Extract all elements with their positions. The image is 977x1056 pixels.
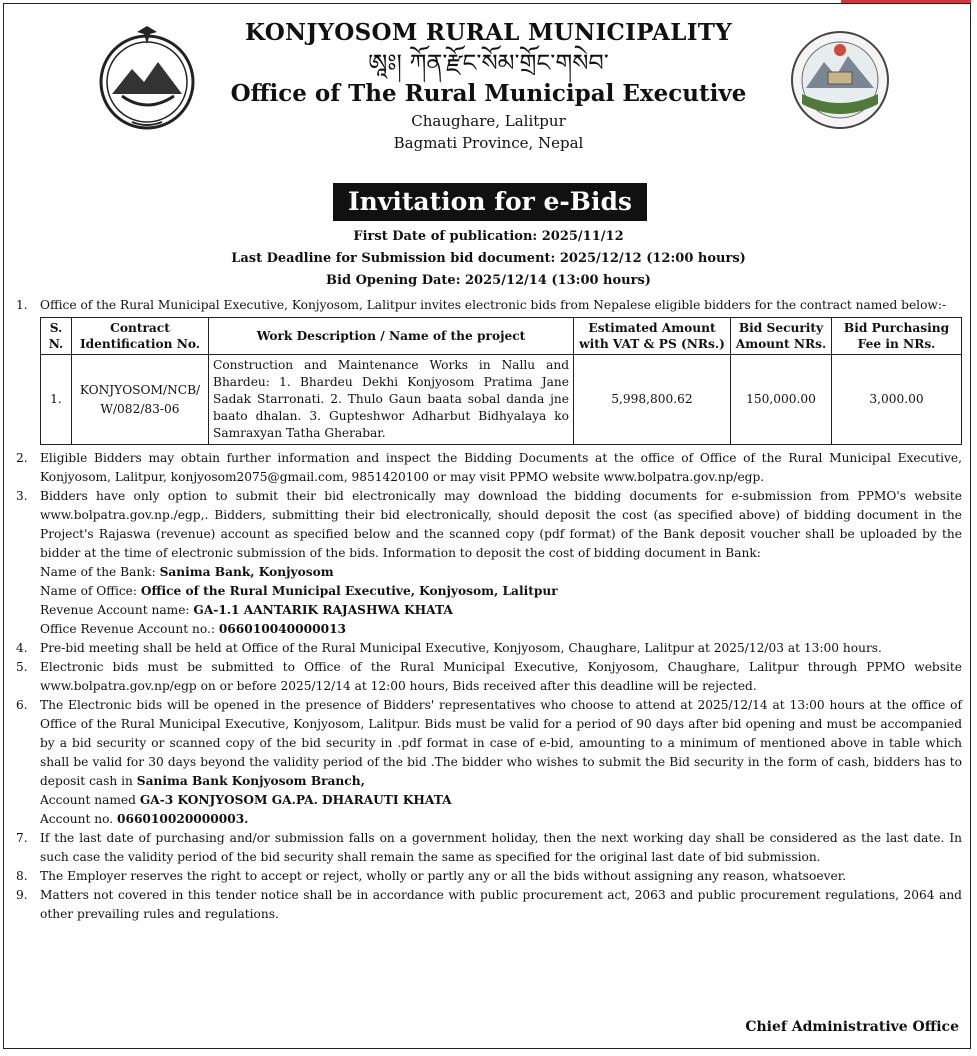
col-work-description: Work Description / Name of the project	[209, 318, 574, 355]
col-bid-security: Bid Security Amount NRs.	[731, 318, 832, 355]
col-sn: S. N.	[41, 318, 72, 355]
org-name-script: ཨཱཿ། ཀོན་རྫོང་སོམ་གྲོང་གསེབ་	[368, 49, 609, 77]
cell-work-description: Construction and Maintenance Works in Nallu and Bhardeu: 1. Bhardeu Dekhi Konjyosom Pratima Jane Sadak Starronati. 2. Thulo Gaun baata sobal danda jne baato dhalan. 3. Gupteshwor Adharbut Bidhyalaya ko Samraxyan Tatha Gherabar.	[209, 355, 574, 445]
clause-1: 1. Office of the Rural Municipal Executive, Konjyosom, Lalitpur invites electronic bids from Nepalese eligible bidders for the contract named below:-	[16, 298, 947, 312]
office-name-line: Name of Office: Office of the Rural Municipal Executive, Konjyosom, Lalitpur	[40, 584, 558, 598]
table-row	[41, 355, 962, 445]
top-red-line	[841, 0, 971, 3]
clause-3: 3. Bidders have only option to submit their bid electronically may download the bidding documents for e-submission from PPMO's website www.bolpatra.gov.np./egp,. Bidders, submitting their bid electronically, should deposit the cost (as specified above) of bidding document in the Project's Rajaswa (revenue) account as specified below and the scanned copy (pdf format) of the Bank deposit voucher shall be uploaded by the bidder at the time of electronic submission of the bids. Information to deposit the cost of bidding document in Bank:	[16, 489, 962, 560]
clause-8: 8. The Employer reserves the right to accept or reject, wholly or partly any or all the bids without assigning any reason, whatsoever.	[16, 869, 847, 883]
deposit-account-no-line: Account no. 066010020000003.	[40, 812, 249, 826]
notice-body	[16, 296, 962, 924]
deposit-account-name-line: Account named GA-3 KONJYOSOM GA.PA. DHARAUTI KHATA	[40, 793, 452, 807]
bank-name-line: Name of the Bank: Sanima Bank, Konjyosom	[40, 565, 334, 579]
revenue-account-no-line: Office Revenue Account no.: 066010040000013	[40, 622, 347, 636]
first-publication-date: First Date of publication: 2025/11/12	[353, 229, 624, 244]
clause-9: 9. Matters not covered in this tender notice shall be in accordance with public procurement act, 2063 and public procurement regulations, 2064 and other prevailing rules and regulations.	[16, 888, 962, 921]
col-contract-id: Contract Identification No.	[72, 318, 209, 355]
cell-sn: 1.	[41, 355, 72, 445]
submission-deadline: Last Deadline for Submission bid document: 2025/12/12 (12:00 hours)	[231, 251, 746, 266]
org-name: KONJYOSOM RURAL MUNICIPALITY	[245, 19, 732, 46]
clause-4: 4. Pre-bid meeting shall be held at Office of the Rural Municipal Executive, Konjyosom, Chaughare, Lalitpur at 2025/12/03 at 13:00 hours.	[16, 641, 882, 655]
clause-5: 5. Electronic bids must be submitted to Office of the Rural Municipal Executive, Konjyosom, Chaughare, Lalitpur through PPMO website www.bolpatra.gov.np/egp on or before 2025/12/14 at 12:00 hours, Bids received after this deadline will be rejected.	[16, 660, 962, 693]
col-purchasing-fee: Bid Purchasing Fee in NRs.	[832, 318, 962, 355]
key-dates	[0, 226, 977, 292]
revenue-account-name-line: Revenue Account name: GA-1.1 AANTARIK RAJASHWA KHATA	[40, 603, 453, 617]
cell-contract-id: KONJYOSOM/NCB/ W/082/83-06	[72, 355, 209, 445]
contract-table	[40, 317, 962, 445]
cell-estimated-amount: 5,998,800.62	[574, 355, 731, 445]
clause-6: 6. The Electronic bids will be opened in the presence of Bidders' representatives who choose to attend at 2025/12/14 at 13:00 hours at the office of Office of the Rural Municipal Executive, Konjyosom, Lalitpur. Bids must be valid for a period of 90 days after bid opening and must be accompanied by a bid security or scanned copy of the bid security in .pdf format in case of e-bid, amounting to a minimum of mentioned above in table which shall be valid for 30 days beyond the validity period of the bid .The bidder who wishes to submit the Bid security in the form of cash, bidders has to deposit cash in Sanima Bank Konjyosom Branch,	[16, 698, 962, 788]
table-header-row	[41, 318, 962, 355]
clause-7: 7. If the last date of purchasing and/or submission falls on a government holiday, then the next working day shall be considered as the last date. In such case the validity period of the bid security shall remain the same as specified for the original last date of bid submission.	[16, 831, 962, 864]
office-name: Office of The Rural Municipal Executive	[230, 80, 747, 107]
cell-purchasing-fee: 3,000.00	[832, 355, 962, 445]
notice-header	[0, 18, 977, 154]
signature: Chief Administrative Office	[745, 1019, 959, 1035]
address-line-2: Bagmati Province, Nepal	[393, 134, 584, 152]
cell-bid-security: 150,000.00	[731, 355, 832, 445]
clause-2: 2. Eligible Bidders may obtain further information and inspect the Bidding Documents at the office of Office of the Rural Municipal Executive, Konjyosom, Lalitpur, konjyosom2075@gmail.com, 9851420100 or may visit PPMO website www.bolpatra.gov.np/egp.	[16, 451, 962, 484]
bid-opening-date: Bid Opening Date: 2025/12/14 (13:00 hours)	[326, 273, 651, 288]
col-estimated-amount: Estimated Amount with VAT & PS (NRs.)	[574, 318, 731, 355]
notice-title: Invitation for e-Bids	[333, 183, 647, 221]
address-line-1: Chaughare, Lalitpur	[411, 112, 566, 130]
